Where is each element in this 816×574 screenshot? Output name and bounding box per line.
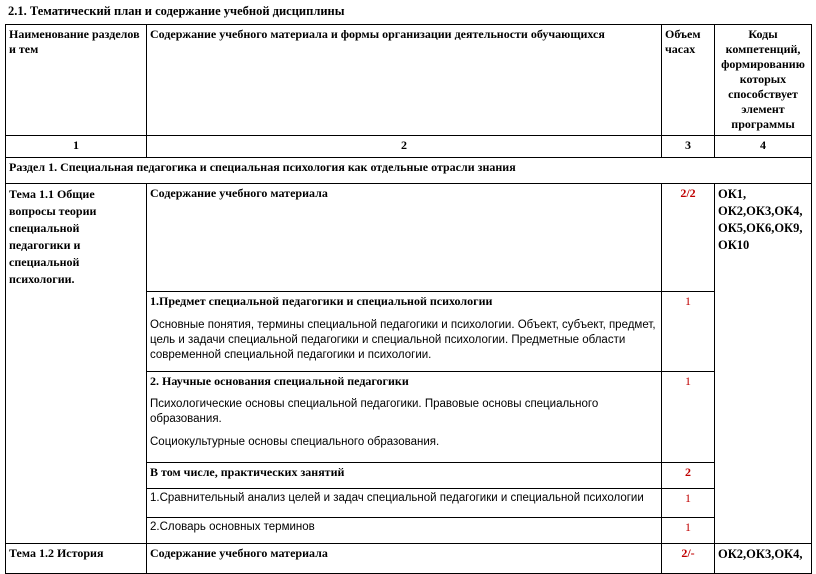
header-row bbox=[6, 25, 812, 136]
topic1-content-row bbox=[6, 184, 812, 292]
plan-table bbox=[5, 24, 812, 574]
topic1-content-label: Содержание учебного материала bbox=[147, 184, 662, 292]
topic2-content-label: Содержание учебного материала bbox=[147, 544, 662, 574]
topic1-practice-hours: 2 bbox=[662, 463, 715, 489]
topic1-item2-text2: Социокультурные основы специального образования. bbox=[150, 436, 440, 448]
topic1-codes: ОК1, ОК2,ОК3,ОК4, ОК5,ОК6,ОК9, ОК10 bbox=[715, 184, 812, 544]
header-col-hours: Объем часах bbox=[662, 25, 715, 136]
topic1-practice-label: В том числе, практических занятий bbox=[147, 463, 662, 489]
topic2-codes: ОК2,ОК3,ОК4, bbox=[715, 544, 812, 574]
document-heading: 2.1. Тематический план и содержание учебной дисциплины bbox=[8, 4, 345, 18]
topic1-item2-hours: 1 bbox=[662, 372, 715, 463]
header-col-topics: Наименование разделов и тем bbox=[6, 25, 147, 136]
header-col-content: Содержание учебного материала и формы организации деятельности обучающихся bbox=[147, 25, 662, 136]
topic1-practice1-text: 1.Сравнительный анализ целей и задач специальной педагогики и специальной психологии bbox=[147, 489, 662, 518]
topic1-item2-cell bbox=[147, 372, 662, 463]
topic1-item1-text: Основные понятия, термины специальной педагогики и психологии. Объект, субъект, предмет, цель и задачи специальной педагогики и специальной психологии. Предметные области современной специальной педагогики и психологии. bbox=[150, 319, 656, 361]
col-number-2: 2 bbox=[147, 136, 662, 158]
topic1-practice1-hours: 1 bbox=[662, 489, 715, 518]
col-number-1: 1 bbox=[6, 136, 147, 158]
topic1-practice2-hours: 1 bbox=[662, 518, 715, 544]
topic2-title: Тема 1.2 История bbox=[6, 544, 147, 574]
topic1-item1-cell bbox=[147, 292, 662, 372]
section-title: Раздел 1. Специальная педагогика и специальная психология как отдельные отрасли знания bbox=[6, 158, 812, 184]
col-number-3: 3 bbox=[662, 136, 715, 158]
topic1-hours: 2/2 bbox=[662, 184, 715, 292]
topic1-item1-hours: 1 bbox=[662, 292, 715, 372]
topic1-practice2-text: 2.Словарь основных терминов bbox=[147, 518, 662, 544]
topic1-title: Тема 1.1 Общие вопросы теории специальной педагогики и специальной психологии. bbox=[6, 184, 147, 544]
column-numbers-row bbox=[6, 136, 812, 158]
header-col-codes: Коды компетенций, формированию которых способствует элемент программы bbox=[715, 25, 812, 136]
topic2-row bbox=[6, 544, 812, 574]
topic1-item2-title: 2. Научные основания специальной педагогики bbox=[150, 374, 409, 388]
col-number-4: 4 bbox=[715, 136, 812, 158]
section-row bbox=[6, 158, 812, 184]
topic1-item2-text: Психологические основы специальной педагогики. Правовые основы специального образования. bbox=[150, 398, 599, 425]
topic1-item1-title: 1.Предмет специальной педагогики и специальной психологии bbox=[150, 294, 493, 308]
topic2-hours: 2/- bbox=[662, 544, 715, 574]
